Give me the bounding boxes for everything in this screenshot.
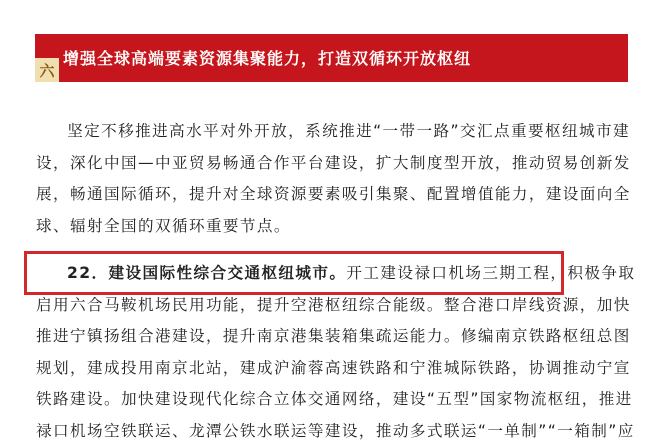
paragraph-line: 启用六合马鞍机场民用功能，提升空港枢纽综合能级。整合港口岸线资源，加快 bbox=[36, 295, 631, 314]
paragraph-lead-line bbox=[36, 258, 636, 290]
paragraph-line: 设，深化中国—中亚贸易畅通合作平台建设，扩大制度型开放，推动贸易创新发 bbox=[36, 153, 631, 172]
section-title: 增强全球高端要素资源集聚能力，打造双循环开放枢纽 bbox=[63, 49, 472, 68]
section-header bbox=[35, 34, 628, 82]
item-heading-rest: 开工建设禄口机场三期工程，积极争取 bbox=[346, 264, 636, 282]
paragraph-line: 坚定不移推进高水平对外开放，系统推进“一带一路”交汇点重要枢纽城市建 bbox=[67, 122, 630, 140]
paragraph-line: 规划，建成投用南京北站，建成沪渝蓉高速铁路和宁淮城际铁路，协调推动宁宣 bbox=[36, 358, 631, 377]
paragraph-line: 推进宁镇扬组合港建设，提升南京港集装箱集疏运能力。修编南京铁路枢纽总图 bbox=[36, 327, 631, 345]
paragraph-line: 铁路建设。加快建设现代化综合立体交通网络，建设“五型”国家物流枢纽，推进 bbox=[36, 390, 633, 408]
section-number-badge: 六 bbox=[35, 58, 59, 82]
item-heading: 22．建设国际性综合交通枢纽城市。 bbox=[67, 264, 347, 282]
paragraph-transport-hub bbox=[36, 258, 636, 447]
paragraph-line: 展，畅通国际循环，提升对全球资源要素吸引集聚、配置增值能力，建设面向全 bbox=[36, 185, 631, 203]
paragraph-open-hub bbox=[36, 116, 636, 242]
paragraph-line: 禄口机场空铁联运、龙潭公铁水联运等建设，推动多式联运“一单制”“一箱制”应 bbox=[36, 421, 635, 440]
paragraph-line: 球、辐射全国的双循环重要节点。 bbox=[36, 216, 291, 235]
